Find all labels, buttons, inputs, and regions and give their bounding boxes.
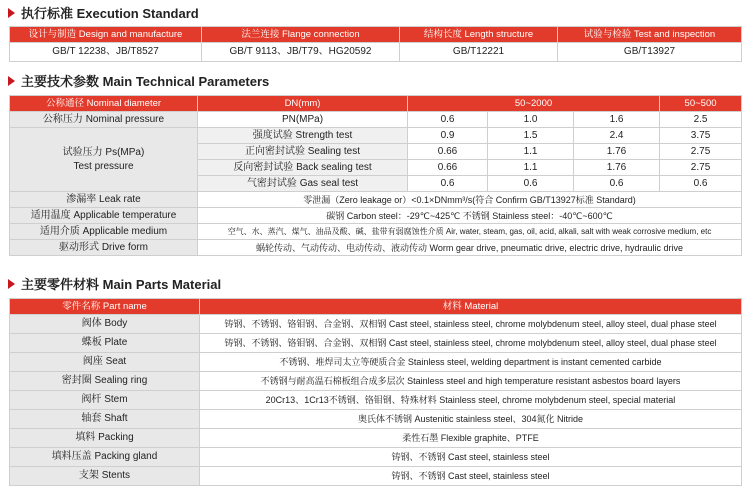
sealing-test-value: 1.76 [574, 144, 660, 160]
part-name: 填料压盖 Packing gland [10, 448, 200, 467]
part-name: 轴套 Shaft [10, 410, 200, 429]
part-name: 支架 Stents [10, 467, 200, 486]
medium-label: 适用介质 Applicable medium [10, 224, 198, 240]
back-sealing-test-label: 反向密封试验 Back sealing test [198, 160, 408, 176]
nominal-diameter-label: 公称通径 Nominal diameter [10, 96, 198, 112]
nominal-diameter-unit: DN(mm) [198, 96, 408, 112]
part-material: 铸钢、不锈钢、铬钼钢、合金钢、双相钢 Cast steel, stainless steel, chrome molybdenum steel, alloy steel, dual phase steel [200, 334, 742, 353]
gas-seal-test-value: 0.6 [660, 176, 742, 192]
triangle-bullet-icon [8, 8, 15, 18]
part-material: 20Cr13、1Cr13不锈钢、铬钼钢、特殊材料 Stainless steel, chrome molybdenum steel, special material [200, 391, 742, 410]
test-pressure-label-cn: 试验压力 Ps(MPa) [62, 146, 145, 158]
part-material: 不锈钢、堆焊司太立等硬质合金 Stainless steel, welding department is instant cemented carbide [200, 353, 742, 372]
drive-value: 蜗轮传动、气动传动、电动传动、液动传动 Worm gear drive, pneumatic drive, electric drive, hydraulic drive [198, 240, 742, 256]
strength-test-value: 2.4 [574, 128, 660, 144]
execution-section-title: 执行标准 Execution Standard [8, 5, 199, 23]
test-pressure-label [10, 128, 198, 192]
part-material: 铸钢、不锈钢 Cast steel, stainless steel [200, 448, 742, 467]
gas-seal-test-value: 0.6 [408, 176, 488, 192]
value-design: GB/T 12238、JB/T8527 [10, 43, 202, 62]
part-name: 阀杆 Stem [10, 391, 200, 410]
value-test: GB/T13927 [558, 43, 742, 62]
test-pressure-label-en: Test pressure [73, 160, 134, 172]
header-flange: 法兰连接 Flange connection [202, 27, 400, 43]
execution-standard-table [9, 26, 742, 62]
technical-section-title: 主要技术参数 Main Technical Parameters [8, 73, 269, 91]
leak-rate-label: 渗漏率 Leak rate [10, 192, 198, 208]
part-material: 柔性石墨 Flexible graphite、PTFE [200, 429, 742, 448]
sealing-test-value: 0.66 [408, 144, 488, 160]
material-header: 材料 Material [200, 299, 742, 315]
part-material: 铸钢、不锈钢、铬钼钢、合金钢、双相钢 Cast steel, stainless steel, chrome molybdenum steel, alloy steel, dual phase steel [200, 315, 742, 334]
nominal-pressure-unit: PN(MPa) [198, 112, 408, 128]
gas-seal-test-value: 0.6 [574, 176, 660, 192]
parts-section-title: 主要零件材料 Main Parts Material [8, 276, 221, 294]
strength-test-label: 强度试验 Strength test [198, 128, 408, 144]
parts-material-table [9, 298, 742, 486]
temperature-label: 适用温度 Applicable temperature [10, 208, 198, 224]
nominal-pressure-value: 1.0 [488, 112, 574, 128]
strength-test-value: 3.75 [660, 128, 742, 144]
header-design: 设计与制造 Design and manufacture [10, 27, 202, 43]
triangle-bullet-icon [8, 279, 15, 289]
part-name: 阀座 Seat [10, 353, 200, 372]
gas-seal-test-value: 0.6 [488, 176, 574, 192]
nominal-pressure-value: 1.6 [574, 112, 660, 128]
nominal-pressure-value: 2.5 [660, 112, 742, 128]
medium-value: 空气、水、蒸汽、煤气、油品及酸、碱、盐带有弱腐蚀性介质 Air, water, steam, gas, oil, acid, alkali, salt with weak corrosive medium, etc [198, 224, 742, 240]
part-material: 奥氏体不锈钢 Austenitic stainless steel、304氮化 Nitride [200, 410, 742, 429]
header-test: 试验与检验 Test and inspection [558, 27, 742, 43]
nominal-pressure-value: 0.6 [408, 112, 488, 128]
part-name: 填料 Packing [10, 429, 200, 448]
part-material: 不锈钢与耐高温石棉板组合成多层次 Stainless steel and high temperature resistant asbestos board layers [200, 372, 742, 391]
back-sealing-test-value: 2.75 [660, 160, 742, 176]
temperature-value: 碳钢 Carbon steel：-29℃~425℃ 不锈钢 Stainless steel：-40℃~600℃ [198, 208, 742, 224]
part-name-header: 零件名称 Part name [10, 299, 200, 315]
drive-label: 驱动形式 Drive form [10, 240, 198, 256]
value-length: GB/T12221 [400, 43, 558, 62]
strength-test-value: 0.9 [408, 128, 488, 144]
part-material: 铸钢、不锈钢 Cast steel, stainless steel [200, 467, 742, 486]
strength-test-value: 1.5 [488, 128, 574, 144]
sealing-test-value: 1.1 [488, 144, 574, 160]
part-name: 密封圈 Sealing ring [10, 372, 200, 391]
sealing-test-label: 正向密封试验 Sealing test [198, 144, 408, 160]
back-sealing-test-value: 1.1 [488, 160, 574, 176]
nominal-diameter-range-1: 50~2000 [408, 96, 660, 112]
nominal-pressure-label: 公称压力 Nominal pressure [10, 112, 198, 128]
header-length: 结构长度 Length structure [400, 27, 558, 43]
sealing-test-value: 2.75 [660, 144, 742, 160]
leak-rate-value: 零泄漏（Zero leakage or）<0.1×DNmm³/s(符合 Confirm GB/T13927标准 Standard) [198, 192, 742, 208]
gas-seal-test-label: 气密封试验 Gas seal test [198, 176, 408, 192]
part-name: 阀体 Body [10, 315, 200, 334]
value-flange: GB/T 9113、JB/T79、HG20592 [202, 43, 400, 62]
part-name: 蝶板 Plate [10, 334, 200, 353]
back-sealing-test-value: 0.66 [408, 160, 488, 176]
technical-parameters-table [9, 95, 742, 256]
triangle-bullet-icon [8, 76, 15, 86]
nominal-diameter-range-2: 50~500 [660, 96, 742, 112]
back-sealing-test-value: 1.76 [574, 160, 660, 176]
